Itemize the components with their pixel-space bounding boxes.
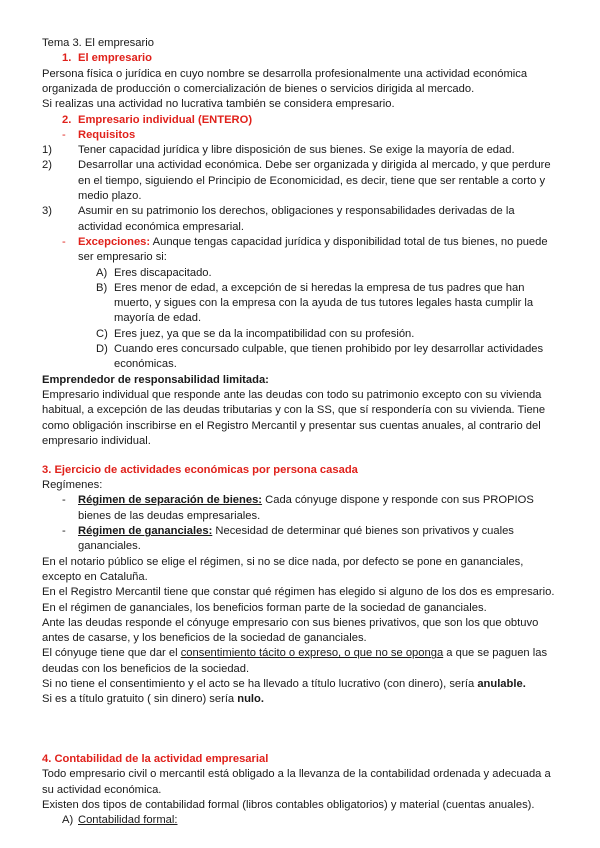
s4-paragraph-line-text: Existen dos tipos de contabilidad formal (libros contables obligatorios) y material (cuentas anuales). — [42, 798, 535, 811]
regimen-gananciales-line — [78, 524, 600, 539]
requisito-line-text: en el tiempo, siguiendo el Principio de Economicidad, es decir, tiene que ser rentable a corto y — [78, 174, 546, 187]
consentimiento-line-text: a que se paguen las — [443, 647, 548, 660]
requisito-number: 2) — [42, 159, 52, 172]
excepcion-letter: A) — [96, 266, 108, 279]
excepcion-letter: C) — [96, 327, 108, 340]
regimen-separacion-line — [78, 509, 600, 524]
nulo-term: nulo. — [237, 693, 264, 706]
requisito-line — [78, 143, 600, 158]
excepciones-line — [78, 250, 600, 265]
regimen-gananciales-line-text: Necesidad de determinar qué bienes son privativos y cuales — [212, 525, 514, 538]
excepcion-line-text: muerto, y sigues con la empresa con la ayuda de tus tutores legales hasta cumplir la — [114, 297, 534, 310]
s3-paragraph-line-text: excepto en Cataluña. — [42, 570, 148, 583]
s1-paragraph-line — [42, 97, 582, 112]
requisito-line — [78, 174, 600, 189]
regimen-gananciales-label: Régimen de gananciales: — [78, 525, 213, 538]
excepcion-line-text: Eres menor de edad, a excepción de si heredas la empresa de tus padres que han — [114, 281, 525, 294]
emprendedor-heading — [42, 373, 582, 388]
emprendedor-line-text: Empresario individual que responde ante las deudas con todo su patrimonio excepto con su vivienda — [42, 388, 542, 401]
excepciones-line-text: Aunque tengas capacidad jurídica y disponibilidad total de tus bienes, no puede — [150, 235, 548, 248]
regimenes-label-text: Regímenes: — [42, 479, 103, 492]
regimenes-label — [42, 478, 582, 493]
excepciones-line — [78, 235, 600, 250]
excepcion-line-text: Eres juez, ya que se da la incompatibilidad con su profesión. — [114, 327, 415, 340]
excepcion-line — [114, 342, 600, 357]
excepcion-line — [114, 311, 600, 326]
requisitos-heading — [78, 128, 600, 143]
s3-paragraph-line-text: En el régimen de gananciales, los beneficios forman parte de la sociedad de gananciales. — [42, 601, 487, 614]
s1-number: 1. — [62, 52, 72, 65]
excepcion-line — [114, 357, 600, 372]
requisito-line-text: medio plazo. — [78, 190, 142, 202]
s3-paragraph-line-text: antes de casarse, y los beneficios de la sociedad de gananciales. — [42, 632, 367, 645]
anulable-term: anulable. — [477, 678, 526, 691]
requisito-line — [78, 204, 600, 219]
excepcion-line-text: Eres discapacitado. — [114, 266, 212, 279]
consentimiento-line-text: El cónyuge tiene que dar el — [42, 647, 181, 660]
emprendedor-heading-text: Emprendedor de responsabilidad limitada: — [42, 373, 269, 386]
requisito-number: 1) — [42, 144, 52, 157]
emprendedor-line-text: como obligación inscribirse en el Registro Mercantil y presentar sus cuentas anuales, al contrario del — [42, 419, 541, 432]
requisito-line-text: actividad económica empresarial. — [78, 220, 245, 233]
requisitos-heading-text: Requisitos — [78, 128, 136, 141]
excepcion-line — [114, 296, 600, 311]
consentimiento-line — [42, 646, 582, 661]
requisito-line-text: Tener capacidad jurídica y libre disposición de sus bienes. Se exige la mayoría de edad. — [78, 144, 515, 157]
s4-paragraph-line — [42, 783, 582, 798]
requisito-line — [78, 158, 600, 173]
consentimiento-line — [42, 662, 582, 677]
s3-paragraph-line-text: En el notario público se elige el régimen, si no se dice nada, por defecto se pone en gananciales, — [42, 555, 524, 568]
excepcion-line-text: mayoría de edad. — [114, 312, 202, 325]
s3-heading-text: 3. Ejercicio de actividades económicas por persona casada — [42, 463, 358, 476]
excepciones-bullet: - — [62, 235, 66, 248]
requisito-number: 3) — [42, 205, 52, 218]
s3-heading — [42, 463, 582, 478]
s2-heading — [78, 113, 600, 128]
s1-heading-text: El empresario — [78, 52, 152, 65]
s4-paragraph-line-text: su actividad económica. — [42, 783, 162, 796]
excepcion-letter: D) — [96, 343, 108, 355]
excepcion-line — [114, 266, 600, 281]
regimen-bullet: - — [62, 494, 66, 507]
regimen-bullet: - — [62, 525, 66, 538]
s4-paragraph-line — [42, 767, 582, 782]
s3-paragraph-line — [42, 616, 582, 631]
requisito-line — [78, 220, 600, 235]
nulo-line — [42, 692, 582, 707]
regimen-separacion-line-text: bienes de las deudas empresariales. — [78, 509, 261, 522]
contabilidad-formal-label: Contabilidad formal: — [78, 814, 178, 827]
anulable-line — [42, 677, 582, 692]
s4-heading-text: 4. Contabilidad de la actividad empresarial — [42, 753, 269, 766]
s2-heading-text: Empresario individual (ENTERO) — [78, 113, 253, 126]
excepcion-line-text: económicas. — [114, 358, 177, 371]
contabilidad-letter: A) — [62, 814, 74, 827]
s2-number: 2. — [62, 113, 72, 126]
s1-paragraph-line — [42, 82, 582, 97]
requisito-line-text: Asumir en su patrimonio los derechos, obligaciones y responsabilidades derivadas de la — [78, 205, 515, 218]
emprendedor-line-text: empresario individual. — [42, 434, 151, 447]
s4-paragraph-line-text: Todo empresario civil o mercantil está obligado a la llevanza de la contabilidad ordenada y adecuada a — [42, 768, 551, 781]
s1-paragraph-line-text: Persona física o jurídica en cuyo nombre se desarrolla profesionalmente una actividad económica — [42, 67, 528, 80]
excepciones-label: Excepciones: — [78, 235, 151, 248]
regimen-gananciales-line — [78, 539, 600, 554]
s1-heading — [78, 51, 600, 66]
s3-paragraph-line — [42, 585, 582, 600]
s1-paragraph-line-text: Si realizas una actividad no lucrativa también se considera empresario. — [42, 98, 395, 111]
s4-heading — [42, 752, 582, 767]
requisito-line — [78, 189, 600, 204]
excepcion-letter: B) — [96, 281, 108, 294]
regimen-separacion-line-text: Cada cónyuge dispone y responde con sus PROPIOS — [262, 494, 534, 507]
contabilidad-formal-line — [78, 813, 600, 828]
emprendedor-line — [42, 434, 582, 449]
regimen-separacion-line — [78, 493, 600, 508]
emprendedor-line — [42, 388, 582, 403]
regimen-separacion-label: Régimen de separación de bienes: — [78, 494, 263, 507]
requisito-line-text: Desarrollar una actividad económica. Debe ser organizada y dirigida al mercado, y que perdure — [78, 159, 551, 172]
emprendedor-line-text: habitual, a excepción de las deudas tributarias y con la SS, que sí respondería con su vivienda. Tiene — [42, 404, 546, 417]
excepcion-line — [114, 281, 600, 296]
s1-paragraph-line-text: organizada de producción o comercialización de bienes o servicios dirigida al mercado. — [42, 82, 475, 95]
doc-title — [42, 36, 582, 51]
excepcion-line-text: Cuando eres concursado culpable, que tienen prohibido por ley desarrollar actividades — [114, 343, 544, 355]
s4-paragraph-line — [42, 798, 582, 813]
excepciones-line-text: ser empresario si: — [78, 251, 167, 264]
anulable-line-text: Si no tiene el consentimiento y el acto se ha llevado a título lucrativo (con dinero), sería — [42, 678, 478, 691]
emprendedor-line — [42, 419, 582, 434]
doc-title-text: Tema 3. El empresario — [42, 37, 154, 49]
s3-paragraph-line-text: Ante las deudas responde el cónyuge empresario con sus bienes privativos, que son los que obtuvo — [42, 616, 539, 629]
consentimiento-line-text: deudas con los beneficios de la sociedad. — [42, 662, 250, 675]
nulo-line-text: Si es a título gratuito ( sin dinero) sería — [42, 693, 238, 706]
s3-paragraph-line-text: En el Registro Mercantil tiene que constar qué régimen has elegido si alguno de los dos es empresario. — [42, 586, 555, 599]
s3-paragraph-line — [42, 601, 582, 616]
regimen-gananciales-line-text: gananciales. — [78, 540, 141, 553]
s3-paragraph-line — [42, 570, 582, 585]
consentimiento-underlined: consentimiento tácito o expreso, o que no se oponga — [180, 647, 444, 660]
s1-paragraph-line — [42, 67, 582, 82]
s3-paragraph-line — [42, 555, 582, 570]
requisitos-bullet: - — [62, 128, 66, 141]
s3-paragraph-line — [42, 631, 582, 646]
emprendedor-line — [42, 403, 582, 418]
excepcion-line — [114, 327, 600, 342]
